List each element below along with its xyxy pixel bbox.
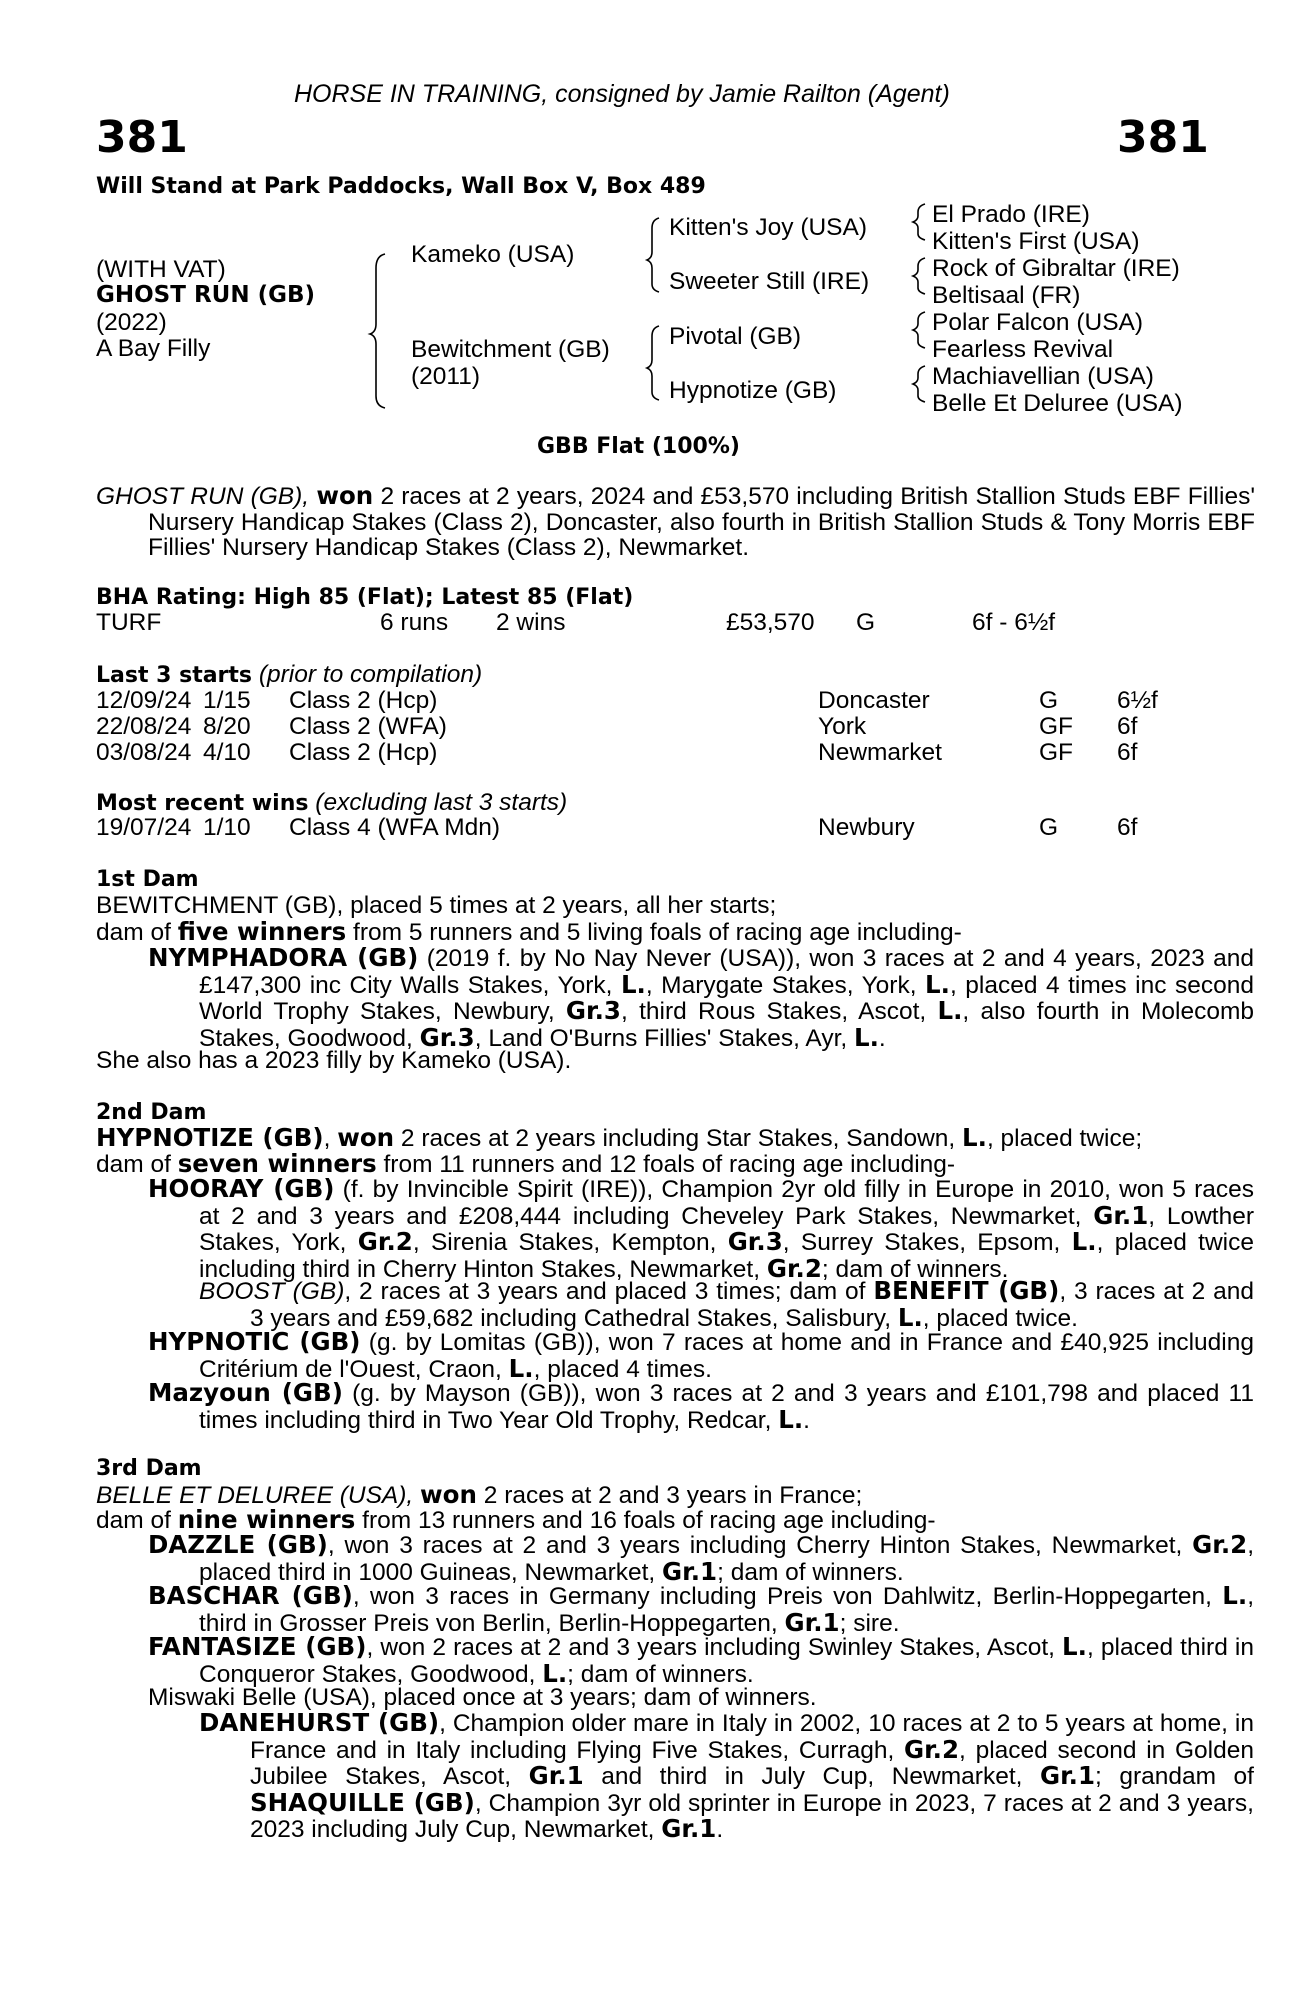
text: , won 3 races at 2 and 3 years including Cherry Hinton Stakes, Newmarket,: [327, 1532, 1193, 1559]
text: .: [803, 1406, 810, 1434]
row-position: 1/10: [203, 814, 251, 841]
row-position: 1/15: [203, 687, 251, 714]
recent-heading: [96, 790, 567, 817]
dam1-text: from 5 runners and 5 living foals of racing age including-: [346, 919, 962, 946]
row-going: G: [1039, 687, 1059, 714]
text: ; sire.: [839, 1609, 900, 1637]
row-race: Class 4 (WFA Mdn): [289, 814, 501, 841]
pedigree-dam-sire: Pivotal (GB): [669, 323, 802, 350]
text: .: [878, 1024, 886, 1052]
text: from 11 runners and 12 foals of racing age including-: [376, 1151, 956, 1178]
rating-going: G: [856, 609, 876, 636]
row-distance: 6½f: [1117, 687, 1158, 714]
pedigree-g3-7: Machiavellian (USA): [932, 363, 1154, 390]
row-course: York: [818, 713, 867, 740]
row-race: Class 2 (WFA): [289, 713, 447, 740]
progeny-name: BENEFIT (GB): [873, 1276, 1060, 1305]
text: , won 2 races at 2 and 3 years including Swinley Stakes, Ascot,: [366, 1634, 1063, 1661]
text: dam of: [96, 1507, 178, 1534]
progeny-name: FANTASIZE (GB): [148, 1632, 367, 1661]
pedigree-g3-8: Belle Et Deluree (USA): [932, 390, 1183, 417]
row-date: 19/07/24: [96, 814, 192, 841]
row-going: GF: [1039, 713, 1074, 740]
pedigree-g3-4: Beltisaal (FR): [932, 282, 1081, 309]
row-course: Newbury: [818, 814, 915, 841]
text: (g. by Lomitas (GB)), won 7 races at home and in France and £40,925 including Critérium de l'Ouest, Craon,: [199, 1329, 1254, 1383]
text: , 3 races at 2 and 3 years and £59,682 including Cathedral Stakes, Salisbury,: [250, 1278, 1254, 1332]
dam3-won: won: [420, 1480, 477, 1509]
progeny-name: SHAQUILLE (GB): [250, 1787, 475, 1817]
text: , third in Grosser Preis von Berlin, Berlin-Hoppegarten,: [199, 1583, 1254, 1637]
group-mark: Gr.2: [903, 1734, 960, 1764]
progeny-nymphadora: [148, 945, 1254, 1051]
bha-rating: BHA Rating: High 85 (Flat); Latest 85 (Flat): [96, 585, 634, 610]
text: , placed twice including third in Cherry Hinton Stakes, Newmarket,: [199, 1229, 1255, 1283]
group-mark: Gr.3: [727, 1227, 783, 1256]
text: , Champion older mare in Italy in 2002, 10 races at 2 to 5 years at home, in France and in Italy including Flying Five Stakes, Curragh,: [250, 1710, 1254, 1764]
text: (f. by Invincible Spirit (IRE)), Champion 2yr old filly in Europe in 2010, won 5 races at 2 and 3 years and £208,444 including Cheveley Park Stakes, Newmarket,: [199, 1176, 1254, 1230]
row-position: 8/20: [203, 713, 251, 740]
group-mark: Gr.2: [357, 1227, 413, 1256]
text: , 2 races at 3 years and placed 3 times; dam of: [344, 1278, 874, 1305]
horse-description: A Bay Filly: [96, 335, 211, 362]
text: and third in July Cup, Newmarket,: [583, 1763, 1040, 1790]
recent-title: Most recent wins: [96, 791, 309, 816]
horse-year: (2022): [96, 309, 167, 336]
row-course: Newmarket: [818, 739, 942, 766]
row-position: 4/10: [203, 739, 251, 766]
row-distance: 6f: [1117, 814, 1138, 841]
text: dam of: [96, 1151, 178, 1178]
text: , Lowther Stakes, York,: [199, 1202, 1255, 1256]
text: , third Rous Stakes, Ascot,: [620, 998, 938, 1025]
text: , Land O'Burns Fillies' Stakes, Ayr,: [474, 1024, 854, 1052]
text: , also fourth in Molecomb Stakes, Goodwood,: [199, 998, 1255, 1052]
progeny-danehurst: [199, 1710, 1254, 1843]
listed-mark: L.: [925, 969, 950, 999]
group-mark: Gr.1: [784, 1607, 840, 1637]
row-distance: 6f: [1117, 713, 1138, 740]
listed-mark: L.: [854, 1022, 879, 1052]
dam2-heading: 2nd Dam: [96, 1100, 207, 1125]
group-mark: Gr.1: [661, 1814, 717, 1843]
progeny-hooray: [148, 1176, 1254, 1282]
progeny-name: HOORAY (GB): [148, 1174, 335, 1203]
summary-horse-name: GHOST RUN (GB),: [96, 483, 310, 510]
listed-mark: L.: [1071, 1227, 1097, 1256]
text: , placed twice.: [922, 1304, 1078, 1332]
dam2-line1: HYPNOTIZE (GB), won 2 races at 2 years including Star Stakes, Sandown, L., placed twice;: [96, 1123, 1143, 1152]
progeny-name: BOOST (GB): [199, 1278, 345, 1305]
row-course: Doncaster: [818, 687, 930, 714]
dam1-winners: five winners: [177, 917, 347, 946]
progeny-mazyoun: [148, 1380, 1254, 1433]
listed-mark: L.: [1062, 1632, 1087, 1661]
pedigree-g3-3: Rock of Gibraltar (IRE): [932, 255, 1180, 282]
listed-mark: L.: [962, 1123, 987, 1152]
pedigree-sire-dam: Sweeter Still (IRE): [669, 268, 870, 295]
text: , Surrey Stakes, Epsom,: [782, 1229, 1072, 1256]
stand-location: Will Stand at Park Paddocks, Wall Box V, Box 489: [96, 174, 706, 199]
dam2-won: won: [337, 1123, 395, 1152]
text: 2 races at 2 and 3 years in France;: [476, 1482, 863, 1509]
dam2-winners: seven winners: [177, 1149, 377, 1178]
pedigree-dam-dam: Hypnotize (GB): [669, 377, 837, 404]
text: , placed 4 times inc second World Trophy Stakes, Newbury,: [199, 971, 1254, 1025]
progeny-name: NYMPHADORA (GB): [148, 943, 419, 972]
summary-text: 2 races at 2 years, 2024 and £53,570 including British Stallion Studs EBF Fillies' Nursery Handicap Stakes (Class 2), Doncaster, also fourth in British Stallion Studs & Tony Morris EBF Fillies' Nursery Handicap Stakes (Class 2), Newmarket.: [148, 483, 1255, 561]
group-mark: Gr.1: [1039, 1761, 1096, 1790]
dam3-heading: 3rd Dam: [96, 1456, 202, 1481]
progeny-fantasize: [148, 1634, 1254, 1687]
last3-heading: [96, 662, 482, 689]
text: , placed twice;: [986, 1125, 1143, 1152]
progeny-name: HYPNOTIC (GB): [148, 1327, 361, 1356]
horse-name: GHOST RUN (GB): [96, 282, 316, 308]
dam3-name: BELLE ET DELUREE (USA),: [96, 1482, 414, 1509]
text: , placed third in Conqueror Stakes, Goodwood,: [199, 1634, 1254, 1688]
listed-mark: L.: [620, 969, 646, 999]
pedigree-dam-year: (2011): [411, 363, 481, 390]
row-race: Class 2 (Hcp): [289, 739, 438, 766]
text: (g. by Mayson (GB)), won 3 races at 2 and 3 years and £101,798 and placed 11 times including third in Two Year Old Trophy, Redcar,: [199, 1380, 1254, 1434]
row-race: Class 2 (Hcp): [289, 687, 438, 714]
text: , Marygate Stakes, York,: [645, 971, 926, 999]
dam1-also: She also has a 2023 filly by Kameko (USA).: [96, 1047, 572, 1074]
listed-mark: L.: [778, 1404, 804, 1434]
pedigree-sire: Kameko (USA): [411, 241, 575, 268]
text: , won 3 races in Germany including Preis von Dahlwitz, Berlin-Hoppegarten,: [352, 1583, 1223, 1610]
gbb-status: GBB Flat (100%): [537, 434, 740, 459]
dam1-line2: [96, 919, 962, 946]
rating-prize: £53,570: [726, 609, 815, 636]
dam2-name: HYPNOTIZE (GB): [96, 1123, 324, 1152]
text: 2 races at 2 years including Star Stakes, Sandown,: [394, 1125, 963, 1152]
text: ; dam of winners.: [567, 1660, 754, 1688]
text: , Champion 3yr old sprinter in Europe in 2023, 7 races at 2 and 3 years, 2023 including July Cup, Newmarket,: [250, 1789, 1254, 1843]
pedigree-g3-2: Kitten's First (USA): [932, 228, 1140, 255]
group-mark: Gr.2: [766, 1253, 822, 1283]
listed-mark: L.: [542, 1658, 568, 1688]
row-going: G: [1039, 814, 1059, 841]
row-date: 03/08/24: [96, 739, 192, 766]
pedigree-sire-sire: Kitten's Joy (USA): [669, 214, 868, 241]
listed-mark: L.: [508, 1353, 534, 1383]
pedigree-brackets: [0, 0, 1315, 420]
text: , placed 4 times.: [533, 1355, 712, 1383]
text: ; grandam of: [1095, 1763, 1254, 1790]
text: ; dam of winners.: [717, 1558, 904, 1586]
pedigree-g3-1: El Prado (IRE): [932, 201, 1090, 228]
row-date: 12/09/24: [96, 687, 192, 714]
pedigree-dam: Bewitchment (GB): [411, 336, 610, 363]
pedigree-g3-5: Polar Falcon (USA): [932, 309, 1144, 336]
group-mark: Gr.3: [565, 996, 621, 1025]
progeny-name: DAZZLE (GB): [148, 1530, 328, 1559]
text: (2019 f. by No Nay Never (USA)), won 3 races at 2 and 4 years, 2023 and £147,300 inc City Walls Stakes, York,: [199, 945, 1254, 999]
dam1-heading: 1st Dam: [96, 867, 199, 892]
listed-mark: L.: [1222, 1581, 1248, 1610]
group-mark: Gr.1: [1093, 1200, 1149, 1230]
group-mark: Gr.2: [1192, 1530, 1248, 1559]
rating-distance: 6f - 6½f: [972, 609, 1056, 636]
group-mark: Gr.1: [662, 1556, 718, 1586]
summary-won: won: [316, 481, 374, 510]
listed-mark: L.: [937, 996, 963, 1025]
recent-note: (excluding last 3 starts): [315, 789, 568, 816]
progeny-name: DANEHURST (GB): [199, 1708, 440, 1737]
text: ; dam of winners.: [821, 1255, 1009, 1283]
progeny-miswaki-belle: Miswaki Belle (USA), placed once at 3 years; dam of winners.: [148, 1684, 817, 1711]
text: , Sirenia Stakes, Kempton,: [412, 1229, 728, 1256]
text: from 13 runners and 16 foals of racing age including-: [355, 1507, 936, 1534]
lot-number-left: 381: [96, 112, 188, 163]
rating-wins: 2 wins: [496, 609, 566, 636]
group-mark: Gr.1: [528, 1761, 584, 1790]
progeny-name: Mazyoun (GB): [148, 1378, 343, 1407]
progeny-name: BASCHAR (GB): [148, 1581, 353, 1610]
last3-note: (prior to compilation): [258, 661, 483, 688]
vat-note: (WITH VAT): [96, 256, 226, 283]
catalogue-heading: HORSE IN TRAINING, consigned by Jamie Railton (Agent): [294, 80, 950, 108]
rating-runs: 6 runs: [380, 609, 449, 636]
progeny-dazzle: [148, 1532, 1254, 1585]
text: .: [716, 1816, 724, 1843]
group-mark: Gr.3: [419, 1022, 475, 1052]
row-distance: 6f: [1117, 739, 1138, 766]
listed-mark: L.: [897, 1302, 923, 1332]
rating-surface: TURF: [96, 609, 162, 636]
progeny-boost: [199, 1278, 1254, 1331]
progeny-baschar: [148, 1583, 1254, 1636]
race-summary: [96, 483, 1255, 561]
row-going: GF: [1039, 739, 1074, 766]
lot-number-right: 381: [1117, 112, 1209, 163]
dam1-text: dam of: [96, 919, 178, 946]
last3-title: Last 3 starts: [96, 663, 253, 688]
text: , placed second in Golden Jubilee Stakes, Ascot,: [250, 1736, 1255, 1790]
pedigree-g3-6: Fearless Revival: [932, 336, 1114, 363]
text: , placed third in 1000 Guineas, Newmarket,: [199, 1532, 1254, 1586]
progeny-hypnotic: [148, 1329, 1254, 1382]
dam3-winners: nine winners: [177, 1505, 356, 1534]
row-date: 22/08/24: [96, 713, 192, 740]
dam1-line1: BEWITCHMENT (GB), placed 5 times at 2 years, all her starts;: [96, 892, 777, 919]
